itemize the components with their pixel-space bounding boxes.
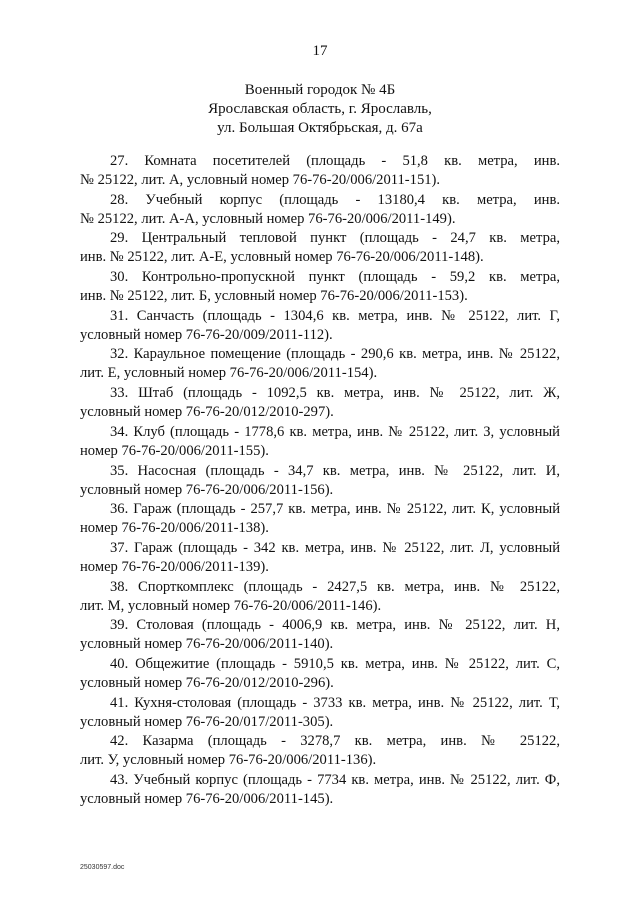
list-item <box>80 578 560 617</box>
item-text-line: условный номер 76-76-20/009/2011-112). <box>80 326 333 343</box>
heading-line: ул. Большая Октябрьская, д. 67а <box>217 120 423 136</box>
list-item <box>80 152 560 191</box>
item-text-line: лит. М, условный номер 76-76-20/006/2011-146). <box>80 597 382 614</box>
property-list <box>80 152 560 810</box>
item-text-line: 37. Гараж (площадь - 342 кв. метра, инв. № 25122, лит. Л, условный <box>110 539 560 556</box>
item-text-line: 41. Кухня-столовая (площадь - 3733 кв. метра, инв. № 25122, лит. Т, <box>110 694 560 711</box>
item-text-line: условный номер 76-76-20/006/2011-140). <box>80 636 334 653</box>
item-text-line: 31. Санчасть (площадь - 1304,6 кв. метра, инв. № 25122, лит. Г, <box>110 307 560 324</box>
item-text-line: 36. Гараж (площадь - 257,7 кв. метра, инв. № 25122, лит. К, условный <box>110 501 560 518</box>
list-item <box>80 500 560 539</box>
item-text-line: лит. У, условный номер 76-76-20/006/2011-136). <box>80 752 377 769</box>
item-text-line: условный номер 76-76-20/012/2010-297). <box>80 404 334 421</box>
document-heading <box>0 81 640 138</box>
item-text-line: № 25122, лит. А-А, условный номер 76-76-20/006/2011-149). <box>80 210 456 227</box>
item-text-line: лит. Е, условный номер 76-76-20/006/2011-154). <box>80 365 378 382</box>
list-item <box>80 345 560 384</box>
item-text-line: условный номер 76-76-20/012/2010-296). <box>80 674 334 691</box>
item-text-line: 32. Караульное помещение (площадь - 290,6 кв. метра, инв. № 25122, <box>110 346 560 363</box>
list-item <box>80 384 560 423</box>
heading-line: Ярославская область, г. Ярославль, <box>208 101 432 117</box>
item-text-line: условный номер 76-76-20/006/2011-145). <box>80 791 334 807</box>
list-item <box>80 655 560 694</box>
list-item <box>80 423 560 462</box>
item-text-line: номер 76-76-20/006/2011-155). <box>80 442 269 459</box>
item-text-line: 40. Общежитие (площадь - 5910,5 кв. метра, инв. № 25122, лит. С, <box>110 655 560 672</box>
list-item <box>80 229 560 268</box>
list-item <box>80 307 560 346</box>
list-item <box>80 462 560 501</box>
item-text-line: 39. Столовая (площадь - 4006,9 кв. метра, инв. № 25122, лит. Н, <box>110 617 560 634</box>
item-text-line: 30. Контрольно-пропускной пункт (площадь - 59,2 кв. метра, <box>110 269 560 286</box>
item-text-line: 35. Насосная (площадь - 34,7 кв. метра, инв. № 25122, лит. И, <box>110 462 560 479</box>
list-item <box>80 539 560 578</box>
heading-line: Военный городок № 4Б <box>244 82 396 98</box>
item-text-line: 43. Учебный корпус (площадь - 7734 кв. метра, инв. № 25122, лит. Ф, <box>110 772 560 788</box>
list-item <box>80 191 560 230</box>
document-file-name: 25030597.doc <box>80 864 125 871</box>
list-item <box>80 694 560 733</box>
item-text-line: условный номер 76-76-20/017/2011-305). <box>80 713 334 730</box>
item-text-line: инв. № 25122, лит. Б, условный номер 76-76-20/006/2011-153). <box>80 288 468 305</box>
item-text-line: № 25122, лит. А, условный номер 76-76-20/006/2011-151). <box>80 172 441 188</box>
item-text-line: 34. Клуб (площадь - 1778,6 кв. метра, инв. № 25122, лит. З, условный <box>110 423 560 440</box>
item-text-line: 42. Казарма (площадь - 3278,7 кв. метра, инв. № 25122, <box>110 733 560 750</box>
list-item <box>80 268 560 307</box>
list-item <box>80 771 560 810</box>
item-text-line: 29. Центральный тепловой пункт (площадь - 24,7 кв. метра, <box>110 230 560 247</box>
page-number: 17 <box>312 43 328 59</box>
list-item <box>80 732 560 771</box>
item-text-line: 38. Спорткомплекс (площадь - 2427,5 кв. метра, инв. № 25122, <box>110 578 560 595</box>
item-text-line: 33. Штаб (площадь - 1092,5 кв. метра, инв. № 25122, лит. Ж, <box>110 385 560 402</box>
item-text-line: 27. Комната посетителей (площадь - 51,8 кв. метра, инв. <box>110 153 560 169</box>
item-text-line: номер 76-76-20/006/2011-138). <box>80 520 269 537</box>
list-item <box>80 616 560 655</box>
item-text-line: номер 76-76-20/006/2011-139). <box>80 558 269 575</box>
item-text-line: условный номер 76-76-20/006/2011-156). <box>80 481 334 498</box>
item-text-line: инв. № 25122, лит. А-Е, условный номер 76-76-20/006/2011-148). <box>80 249 484 266</box>
item-text-line: 28. Учебный корпус (площадь - 13180,4 кв. метра, инв. <box>110 191 560 208</box>
